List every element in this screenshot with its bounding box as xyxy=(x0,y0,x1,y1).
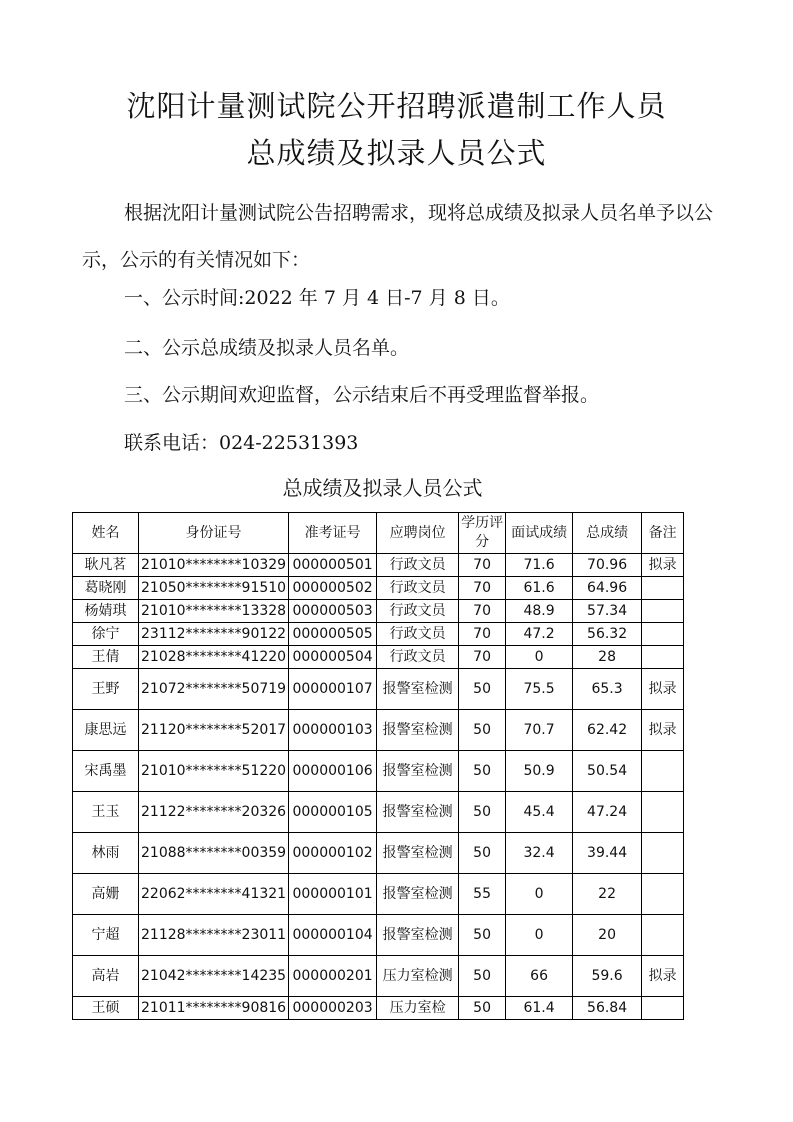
cell-note: 拟录 xyxy=(642,554,684,577)
table-row xyxy=(73,600,684,623)
cell-id: 21128********23011 xyxy=(139,915,289,956)
cell-id: 21011********90816 xyxy=(139,997,289,1020)
cell-ticket: 000000504 xyxy=(289,646,377,669)
cell-interview-score: 48.9 xyxy=(506,600,573,623)
table-row xyxy=(73,792,684,833)
cell-ticket: 000000102 xyxy=(289,833,377,874)
cell-id: 21010********13328 xyxy=(139,600,289,623)
cell-edu-score: 55 xyxy=(459,874,506,915)
cell-note: 拟录 xyxy=(642,669,684,710)
cell-position: 压力室检 xyxy=(377,997,459,1020)
cell-edu-score: 70 xyxy=(459,600,506,623)
header-edu-score: 学历评分 xyxy=(459,513,506,554)
table-row xyxy=(73,646,684,669)
cell-note xyxy=(642,997,684,1020)
cell-note xyxy=(642,874,684,915)
cell-total-score: 64.96 xyxy=(573,577,642,600)
cell-position: 报警室检测 xyxy=(377,915,459,956)
cell-interview-score: 50.9 xyxy=(506,751,573,792)
document-title-line1: 沈阳计量测试院公开招聘派遣制工作人员 xyxy=(126,89,667,123)
cell-position: 报警室检测 xyxy=(377,751,459,792)
cell-ticket: 000000201 xyxy=(289,956,377,997)
cell-position: 行政文员 xyxy=(377,554,459,577)
cell-id: 21088********00359 xyxy=(139,833,289,874)
cell-name: 杨婧琪 xyxy=(73,600,139,623)
cell-name: 高岩 xyxy=(73,956,139,997)
intro-paragraph: 根据沈阳计量测试院公告招聘需求，现将总成绩及拟录人员名单予以公示，公示的有关情况如下： xyxy=(82,202,714,271)
header-ticket: 准考证号 xyxy=(289,513,377,554)
cell-total-score: 22 xyxy=(573,874,642,915)
cell-interview-score: 66 xyxy=(506,956,573,997)
cell-edu-score: 70 xyxy=(459,646,506,669)
table-row xyxy=(73,751,684,792)
cell-name: 葛晓刚 xyxy=(73,577,139,600)
table-row xyxy=(73,577,684,600)
cell-position: 报警室检测 xyxy=(377,874,459,915)
cell-name: 高姗 xyxy=(73,874,139,915)
cell-interview-score: 70.7 xyxy=(506,710,573,751)
cell-edu-score: 50 xyxy=(459,833,506,874)
header-id: 身份证号 xyxy=(139,513,289,554)
cell-interview-score: 32.4 xyxy=(506,833,573,874)
table-row xyxy=(73,710,684,751)
cell-edu-score: 50 xyxy=(459,915,506,956)
cell-total-score: 56.32 xyxy=(573,623,642,646)
cell-id: 21042********14235 xyxy=(139,956,289,997)
cell-id: 21050********91510 xyxy=(139,577,289,600)
cell-total-score: 20 xyxy=(573,915,642,956)
cell-note xyxy=(642,792,684,833)
cell-total-score: 56.84 xyxy=(573,997,642,1020)
cell-id: 22062********41321 xyxy=(139,874,289,915)
cell-ticket: 000000503 xyxy=(289,600,377,623)
table-header-row xyxy=(73,513,684,554)
cell-id: 23112********90122 xyxy=(139,623,289,646)
notice-item-1: 一、公示时间:2022 年 7 月 4 日-7 月 8 日。 xyxy=(124,287,510,309)
cell-ticket: 000000107 xyxy=(289,669,377,710)
cell-edu-score: 50 xyxy=(459,792,506,833)
cell-ticket: 000000505 xyxy=(289,623,377,646)
cell-ticket: 000000103 xyxy=(289,710,377,751)
table-row xyxy=(73,669,684,710)
cell-id: 21010********51220 xyxy=(139,751,289,792)
cell-note xyxy=(642,751,684,792)
cell-position: 报警室检测 xyxy=(377,710,459,751)
cell-ticket: 000000501 xyxy=(289,554,377,577)
cell-name: 徐宁 xyxy=(73,623,139,646)
document-title-line2: 总成绩及拟录人员公式 xyxy=(246,136,547,170)
cell-edu-score: 50 xyxy=(459,710,506,751)
cell-total-score: 28 xyxy=(573,646,642,669)
cell-total-score: 59.6 xyxy=(573,956,642,997)
cell-note xyxy=(642,577,684,600)
cell-note: 拟录 xyxy=(642,710,684,751)
results-table xyxy=(72,512,684,1020)
table-row xyxy=(73,915,684,956)
table-row xyxy=(73,623,684,646)
cell-position: 压力室检测 xyxy=(377,956,459,997)
cell-interview-score: 0 xyxy=(506,874,573,915)
header-note: 备注 xyxy=(642,513,684,554)
cell-id: 21122********20326 xyxy=(139,792,289,833)
cell-ticket: 000000203 xyxy=(289,997,377,1020)
cell-total-score: 62.42 xyxy=(573,710,642,751)
cell-interview-score: 75.5 xyxy=(506,669,573,710)
header-interview-score: 面试成绩 xyxy=(506,513,573,554)
cell-ticket: 000000104 xyxy=(289,915,377,956)
cell-name: 王野 xyxy=(73,669,139,710)
cell-name: 宁超 xyxy=(73,915,139,956)
cell-position: 行政文员 xyxy=(377,623,459,646)
cell-edu-score: 50 xyxy=(459,669,506,710)
cell-position: 报警室检测 xyxy=(377,792,459,833)
cell-name: 王硕 xyxy=(73,997,139,1020)
cell-id: 21072********50719 xyxy=(139,669,289,710)
cell-position: 报警室检测 xyxy=(377,833,459,874)
cell-note xyxy=(642,833,684,874)
header-position: 应聘岗位 xyxy=(377,513,459,554)
cell-total-score: 65.3 xyxy=(573,669,642,710)
cell-note xyxy=(642,600,684,623)
cell-interview-score: 0 xyxy=(506,915,573,956)
cell-position: 行政文员 xyxy=(377,646,459,669)
cell-total-score: 39.44 xyxy=(573,833,642,874)
table-row xyxy=(73,833,684,874)
cell-name: 林雨 xyxy=(73,833,139,874)
cell-total-score: 47.24 xyxy=(573,792,642,833)
table-row xyxy=(73,874,684,915)
cell-name: 王倩 xyxy=(73,646,139,669)
cell-edu-score: 70 xyxy=(459,623,506,646)
cell-interview-score: 61.4 xyxy=(506,997,573,1020)
cell-interview-score: 47.2 xyxy=(506,623,573,646)
table-row xyxy=(73,997,684,1020)
header-name: 姓名 xyxy=(73,513,139,554)
cell-id: 21028********41220 xyxy=(139,646,289,669)
table-row xyxy=(73,554,684,577)
cell-edu-score: 70 xyxy=(459,577,506,600)
cell-interview-score: 45.4 xyxy=(506,792,573,833)
cell-ticket: 000000106 xyxy=(289,751,377,792)
cell-total-score: 70.96 xyxy=(573,554,642,577)
cell-ticket: 000000101 xyxy=(289,874,377,915)
cell-total-score: 50.54 xyxy=(573,751,642,792)
cell-interview-score: 0 xyxy=(506,646,573,669)
table-row xyxy=(73,956,684,997)
cell-position: 报警室检测 xyxy=(377,669,459,710)
cell-edu-score: 70 xyxy=(459,554,506,577)
cell-position: 行政文员 xyxy=(377,600,459,623)
cell-note xyxy=(642,646,684,669)
cell-position: 行政文员 xyxy=(377,577,459,600)
cell-ticket: 000000502 xyxy=(289,577,377,600)
cell-note xyxy=(642,623,684,646)
cell-id: 21010********10329 xyxy=(139,554,289,577)
cell-interview-score: 71.6 xyxy=(506,554,573,577)
notice-item-3: 三、公示期间欢迎监督，公示结束后不再受理监督举报。 xyxy=(124,384,600,406)
cell-name: 宋禹墨 xyxy=(73,751,139,792)
cell-name: 王玉 xyxy=(73,792,139,833)
cell-id: 21120********52017 xyxy=(139,710,289,751)
table-title: 总成绩及拟录人员公式 xyxy=(282,476,483,500)
cell-edu-score: 50 xyxy=(459,997,506,1020)
cell-name: 康思远 xyxy=(73,710,139,751)
notice-item-2: 二、公示总成绩及拟录人员名单。 xyxy=(124,337,410,359)
cell-total-score: 57.34 xyxy=(573,600,642,623)
cell-note xyxy=(642,915,684,956)
cell-note: 拟录 xyxy=(642,956,684,997)
cell-interview-score: 61.6 xyxy=(506,577,573,600)
cell-edu-score: 50 xyxy=(459,956,506,997)
cell-name: 耿凡茗 xyxy=(73,554,139,577)
cell-ticket: 000000105 xyxy=(289,792,377,833)
contact-phone: 联系电话：024-22531393 xyxy=(124,432,359,454)
header-total-score: 总成绩 xyxy=(573,513,642,554)
cell-edu-score: 50 xyxy=(459,751,506,792)
